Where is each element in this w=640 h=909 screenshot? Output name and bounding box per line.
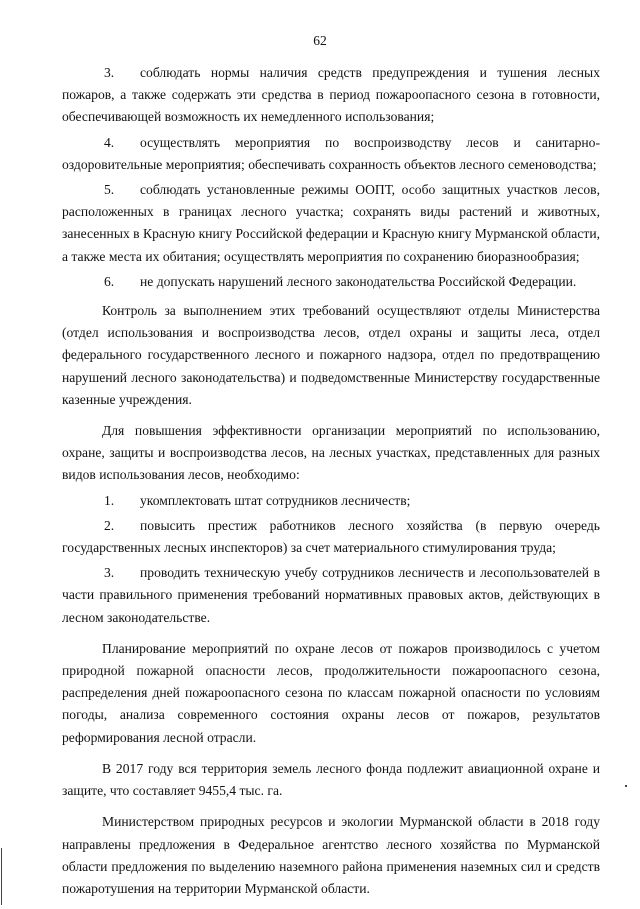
list-item-text: проводить техническую учебу сотрудников лесничеств и лесопользователей в части правильного применения требований нормативных правовых актов, действующих в лесном законодательстве. (62, 565, 600, 625)
list-item (62, 179, 600, 268)
list-item-text: повысить престиж работников лесного хозяйства (в первую очередь государственных лесных инспекторов) за счет материального стимулирования труда; (62, 517, 600, 556)
list-item (62, 271, 600, 293)
paragraph-2017: В 2017 году вся территория земель лесного фонда подлежит авиационной охране и защите, что составляет 9455,4 тыс. га. (62, 760, 600, 799)
list-item (62, 562, 600, 629)
list-item-number: 6. (104, 273, 115, 289)
paragraph-improvement: Для повышения эффективности организации мероприятий по использованию, охране, защиты и воспроизводства лесов, на лесных участках, представленных для разных видов использования лесов, необходимо: (62, 423, 600, 483)
list-item (62, 515, 600, 559)
list-item-number: 3. (104, 565, 115, 581)
list-item-text: укомплектовать штат сотрудников лесничеств; (140, 492, 411, 508)
paragraph-control: Контроль за выполнением этих требований осуществляют отделы Министерства (отдел использования и воспроизводства лесов, отдел охраны и защиты леса, отдел федерального государственного лесного и пожарного надзора, отдел по предотвращению нарушений лесного законодательства) и подведомственные Министерству государственные казенные учреждения. (62, 303, 600, 407)
list-item-text: соблюдать нормы наличия средств предупреждения и тушения лесных пожаров, а также содержать эти средства в период пожароопасного сезона в готовности, обеспечивающей возможность их немедленного использования; (62, 65, 600, 125)
scan-edge-mark (1, 848, 2, 905)
page-number: 62 (313, 33, 327, 48)
list-item-number: 1. (104, 492, 115, 508)
list-item-text: не допускать нарушений лесного законодательства Российской Федерации. (140, 273, 577, 289)
paragraph-planning: Планирование мероприятий по охране лесов от пожаров производилось с учетом природной пожарной опасности лесов, продолжительности пожароопасного сезона, распределения дней пожароопасного сезона по классам пожарной опасности по условиям погоды, анализа современного состояния охраны лесов от пожаров, результатов реформирования лесной отрасли. (62, 640, 600, 745)
list-item-text: осуществлять мероприятия по воспроизводству лесов и санитарно-оздоровительные мероприятия; обеспечивать сохранность объектов лесного семеноводства; (62, 134, 600, 172)
scan-speck (625, 785, 627, 787)
document-body (62, 62, 600, 909)
list-item-number: 5. (104, 182, 115, 198)
paragraph-ministry: Министерством природных ресурсов и экологии Мурманской области в 2018 году направлены предложения в Федеральное агентство лесного хозяйства по Мурманской области предложения по выделению наземного района применения наземных сил и средств пожаротушения на территории Мурманской области. (62, 814, 600, 896)
list-item (62, 62, 600, 129)
list-item-number: 2. (104, 517, 115, 533)
list-item-number: 4. (104, 134, 115, 150)
list-item (62, 490, 600, 512)
list-item-text: соблюдать установленные режимы ООПТ, особо защитных участков лесов, расположенных в границах лесного участка; сохранять виды растений и животных, занесенных в Красную книгу Российской федерации и Красную книгу Мурманской области, а также места их обитания; осуществлять мероприятия по сохранению биоразнообразия; (62, 182, 600, 264)
list-item (62, 132, 600, 176)
list-item-number: 3. (104, 65, 115, 80)
